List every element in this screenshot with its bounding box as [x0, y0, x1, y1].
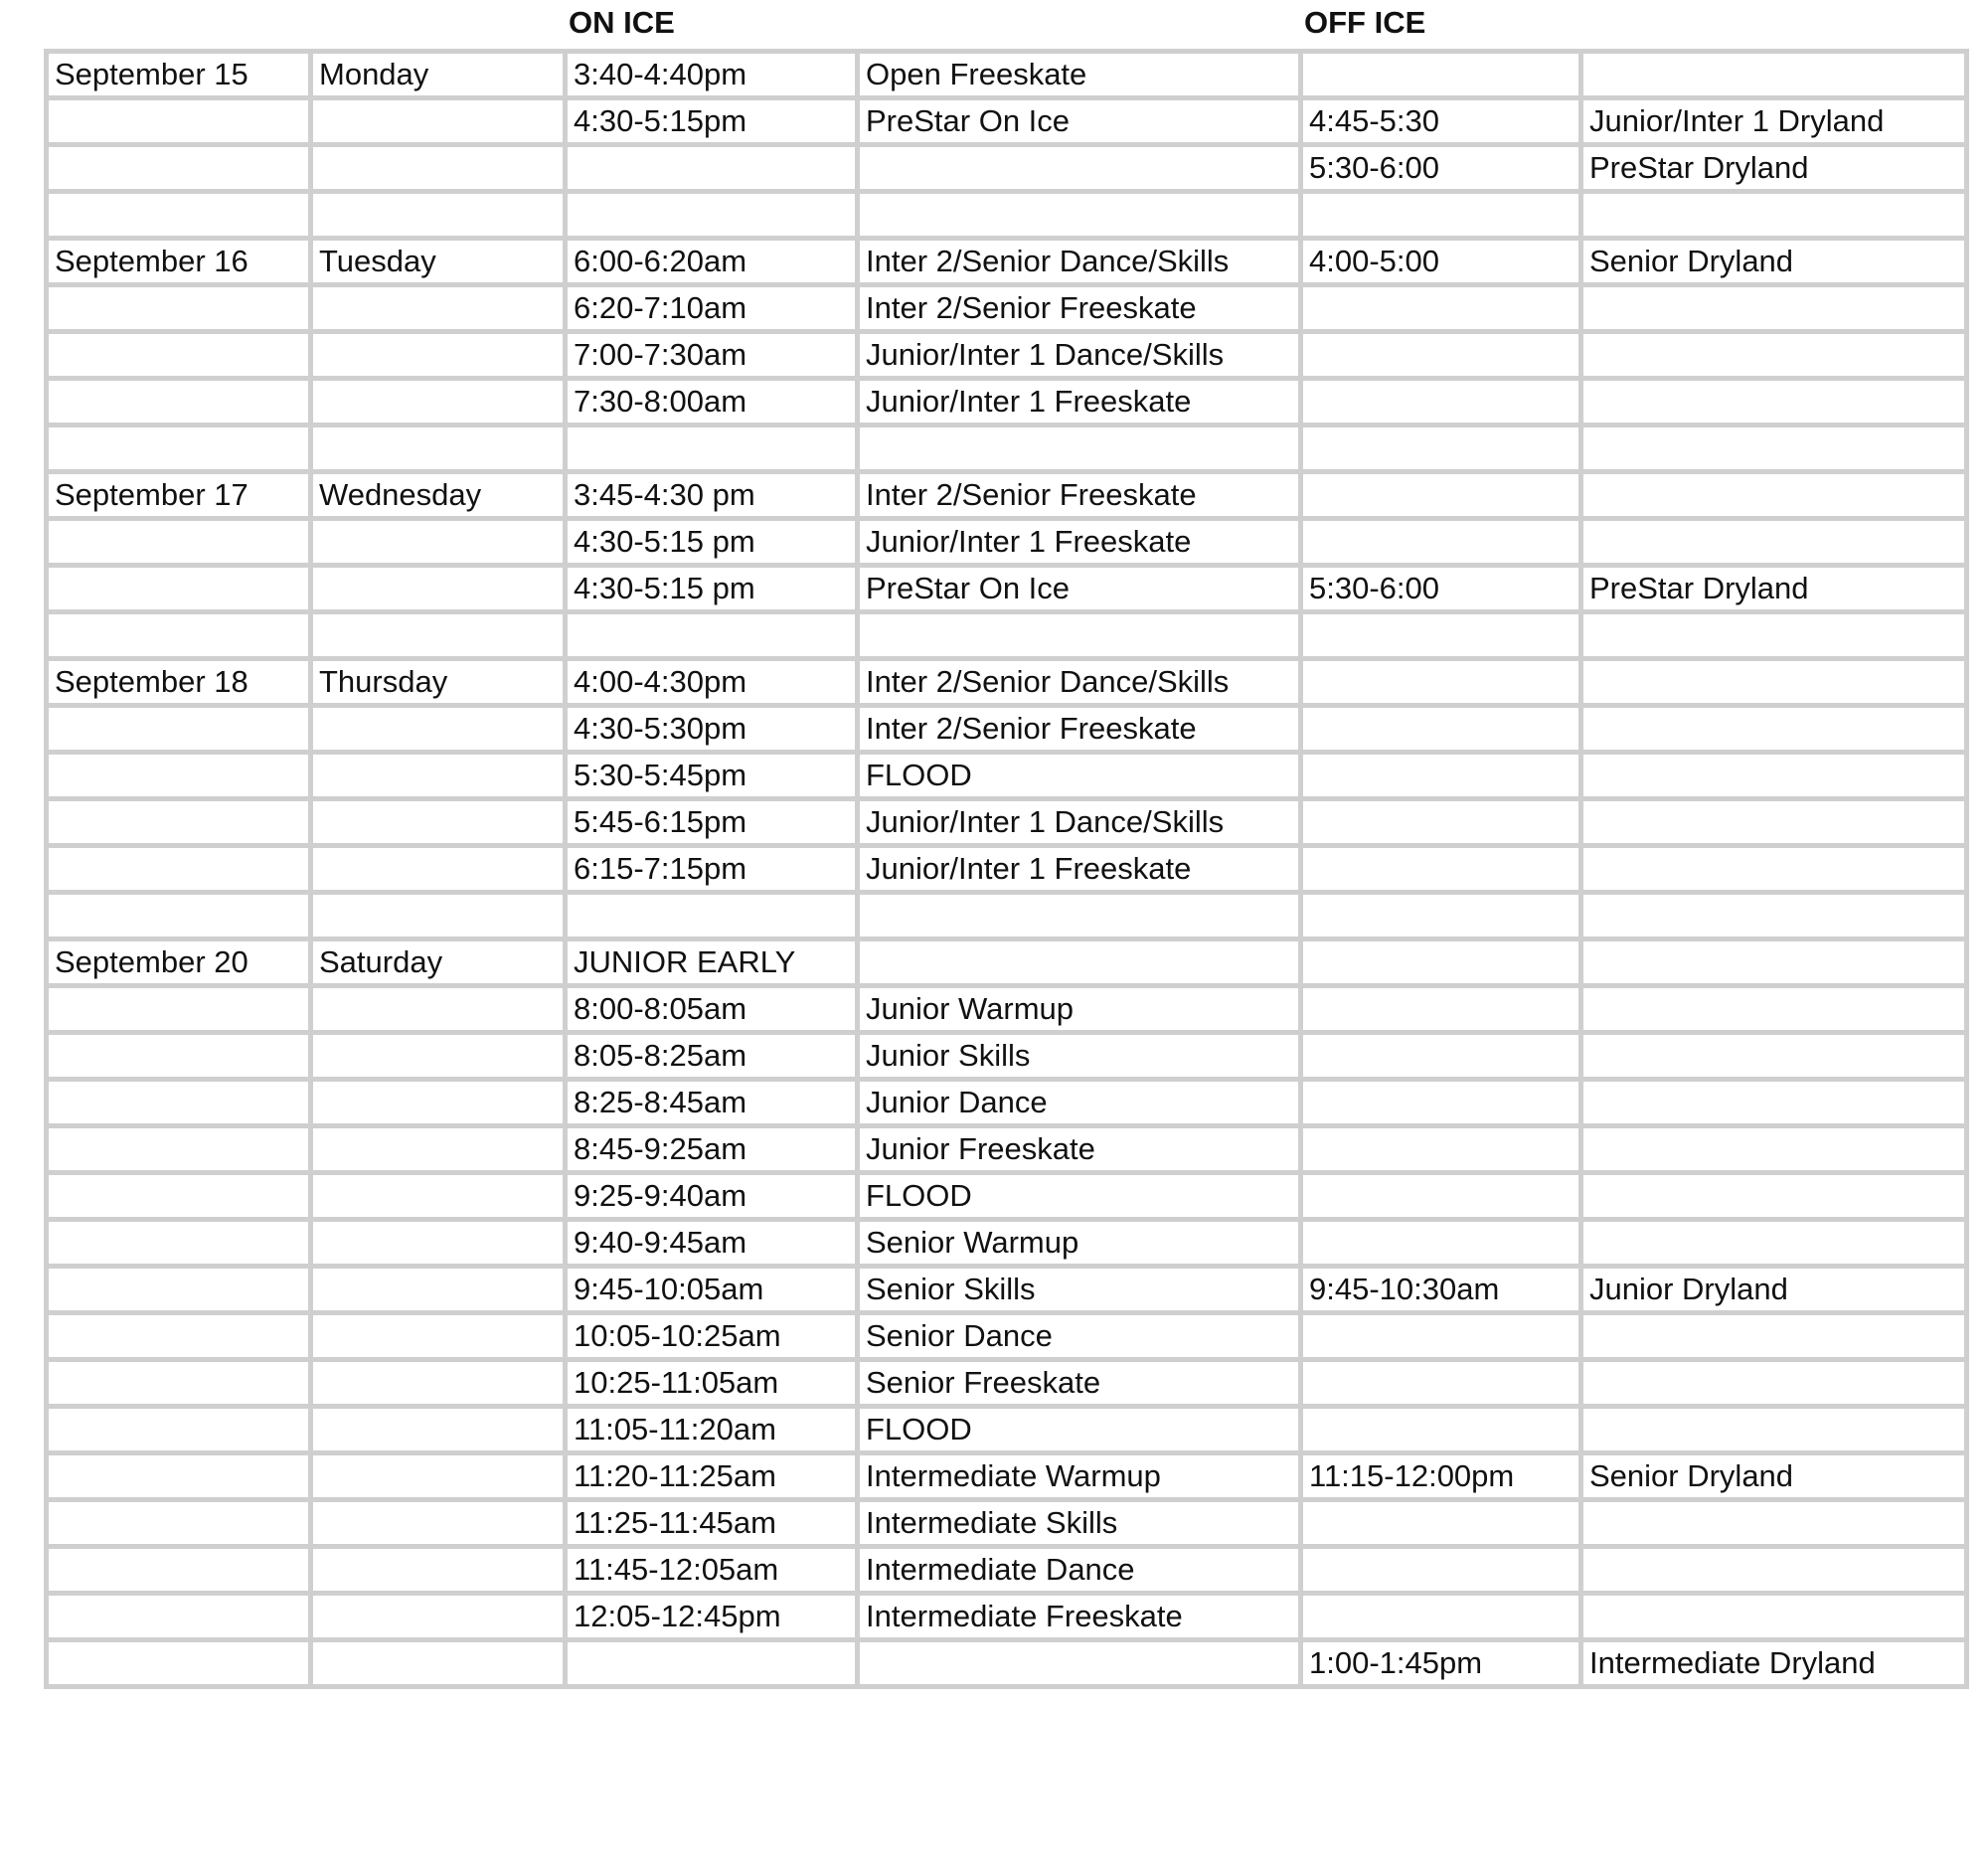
table-row	[47, 753, 1967, 799]
off-ice-time-cell	[1301, 1220, 1581, 1267]
table-row	[47, 1594, 1967, 1640]
date-cell	[47, 1594, 311, 1640]
off-ice-time-cell	[1301, 425, 1581, 472]
day-cell	[311, 1500, 566, 1547]
day-cell	[311, 332, 566, 379]
off-ice-time-cell	[1301, 192, 1581, 239]
off-ice-activity-cell	[1581, 1407, 1967, 1453]
on-ice-activity-cell: Junior/Inter 1 Freeskate	[858, 846, 1301, 893]
on-ice-time-cell: 10:05-10:25am	[566, 1313, 858, 1360]
table-row	[47, 1267, 1967, 1313]
on-ice-time-cell	[566, 893, 858, 939]
day-cell	[311, 145, 566, 192]
off-ice-time-cell	[1301, 986, 1581, 1033]
off-ice-activity-cell	[1581, 285, 1967, 332]
off-ice-time-cell	[1301, 753, 1581, 799]
table-row	[47, 1080, 1967, 1126]
off-ice-time-cell	[1301, 519, 1581, 566]
off-ice-activity-cell: Junior/Inter 1 Dryland	[1581, 98, 1967, 145]
date-cell	[47, 799, 311, 846]
date-cell: September 17	[47, 472, 311, 519]
on-ice-time-cell: 4:30-5:15 pm	[566, 519, 858, 566]
off-ice-time-cell	[1301, 1500, 1581, 1547]
off-ice-activity-cell	[1581, 986, 1967, 1033]
on-ice-time-cell: 7:30-8:00am	[566, 379, 858, 425]
on-ice-time-cell: 8:05-8:25am	[566, 1033, 858, 1080]
on-ice-activity-cell: Senior Skills	[858, 1267, 1301, 1313]
on-ice-activity-cell	[858, 1640, 1301, 1687]
on-ice-time-cell: 9:45-10:05am	[566, 1267, 858, 1313]
table-row	[47, 425, 1967, 472]
on-ice-activity-cell: Intermediate Skills	[858, 1500, 1301, 1547]
off-ice-activity-cell	[1581, 519, 1967, 566]
off-ice-header: OFF ICE	[1304, 5, 1426, 40]
on-ice-activity-cell	[858, 192, 1301, 239]
off-ice-time-cell	[1301, 1033, 1581, 1080]
day-cell: Monday	[311, 52, 566, 98]
day-cell	[311, 1220, 566, 1267]
table-row	[47, 332, 1967, 379]
off-ice-activity-cell	[1581, 659, 1967, 706]
off-ice-activity-cell: PreStar Dryland	[1581, 145, 1967, 192]
on-ice-activity-cell: Intermediate Warmup	[858, 1453, 1301, 1500]
table-row	[47, 379, 1967, 425]
off-ice-activity-cell: Senior Dryland	[1581, 239, 1967, 285]
off-ice-activity-cell	[1581, 1500, 1967, 1547]
table-row	[47, 1033, 1967, 1080]
date-cell	[47, 1220, 311, 1267]
table-row	[47, 519, 1967, 566]
on-ice-time-cell: 9:40-9:45am	[566, 1220, 858, 1267]
off-ice-activity-cell	[1581, 52, 1967, 98]
off-ice-activity-cell	[1581, 379, 1967, 425]
date-cell	[47, 1640, 311, 1687]
table-row	[47, 939, 1967, 986]
date-cell	[47, 379, 311, 425]
on-ice-time-cell: 6:15-7:15pm	[566, 846, 858, 893]
date-cell	[47, 986, 311, 1033]
table-row	[47, 52, 1967, 98]
table-row	[47, 1500, 1967, 1547]
day-cell: Tuesday	[311, 239, 566, 285]
day-cell: Thursday	[311, 659, 566, 706]
off-ice-time-cell	[1301, 285, 1581, 332]
table-row	[47, 192, 1967, 239]
off-ice-time-cell: 11:15-12:00pm	[1301, 1453, 1581, 1500]
off-ice-activity-cell	[1581, 1220, 1967, 1267]
on-ice-time-cell: 9:25-9:40am	[566, 1173, 858, 1220]
date-cell	[47, 1267, 311, 1313]
date-cell: September 18	[47, 659, 311, 706]
table-row	[47, 1220, 1967, 1267]
off-ice-activity-cell	[1581, 1594, 1967, 1640]
table-row	[47, 1640, 1967, 1687]
on-ice-activity-cell: Inter 2/Senior Dance/Skills	[858, 239, 1301, 285]
date-cell	[47, 1033, 311, 1080]
on-ice-activity-cell: FLOOD	[858, 1407, 1301, 1453]
table-row	[47, 566, 1967, 612]
on-ice-time-cell: 11:20-11:25am	[566, 1453, 858, 1500]
table-row	[47, 986, 1967, 1033]
on-ice-time-cell: 3:45-4:30 pm	[566, 472, 858, 519]
off-ice-activity-cell	[1581, 1360, 1967, 1407]
day-cell	[311, 1313, 566, 1360]
on-ice-time-cell	[566, 145, 858, 192]
day-cell	[311, 519, 566, 566]
day-cell	[311, 706, 566, 753]
off-ice-activity-cell	[1581, 799, 1967, 846]
off-ice-time-cell: 4:00-5:00	[1301, 239, 1581, 285]
on-ice-time-cell: 6:20-7:10am	[566, 285, 858, 332]
off-ice-activity-cell	[1581, 1313, 1967, 1360]
on-ice-activity-cell: Open Freeskate	[858, 52, 1301, 98]
off-ice-time-cell	[1301, 659, 1581, 706]
off-ice-time-cell	[1301, 379, 1581, 425]
date-cell	[47, 612, 311, 659]
table-row	[47, 285, 1967, 332]
table-row	[47, 659, 1967, 706]
date-cell	[47, 1313, 311, 1360]
table-row	[47, 1453, 1967, 1500]
on-ice-activity-cell: Intermediate Freeskate	[858, 1594, 1301, 1640]
off-ice-activity-cell	[1581, 472, 1967, 519]
off-ice-time-cell	[1301, 1173, 1581, 1220]
day-cell	[311, 425, 566, 472]
day-cell	[311, 1033, 566, 1080]
date-cell	[47, 753, 311, 799]
on-ice-time-cell	[566, 425, 858, 472]
table-row	[47, 1360, 1967, 1407]
on-ice-activity-cell: Junior Warmup	[858, 986, 1301, 1033]
on-ice-time-cell: 8:25-8:45am	[566, 1080, 858, 1126]
date-cell	[47, 1173, 311, 1220]
off-ice-time-cell: 4:45-5:30	[1301, 98, 1581, 145]
off-ice-time-cell	[1301, 1360, 1581, 1407]
day-cell	[311, 1267, 566, 1313]
day-cell	[311, 1407, 566, 1453]
date-cell	[47, 893, 311, 939]
on-ice-activity-cell	[858, 425, 1301, 472]
on-ice-activity-cell	[858, 145, 1301, 192]
off-ice-time-cell: 9:45-10:30am	[1301, 1267, 1581, 1313]
on-ice-activity-cell: Inter 2/Senior Freeskate	[858, 285, 1301, 332]
on-ice-activity-cell: Senior Freeskate	[858, 1360, 1301, 1407]
table-row	[47, 1173, 1967, 1220]
off-ice-time-cell	[1301, 1126, 1581, 1173]
date-cell	[47, 285, 311, 332]
date-cell	[47, 566, 311, 612]
on-ice-activity-cell: PreStar On Ice	[858, 98, 1301, 145]
on-ice-header: ON ICE	[569, 5, 675, 40]
day-cell	[311, 1640, 566, 1687]
off-ice-time-cell	[1301, 893, 1581, 939]
off-ice-time-cell	[1301, 799, 1581, 846]
off-ice-activity-cell	[1581, 753, 1967, 799]
on-ice-time-cell: JUNIOR EARLY	[566, 939, 858, 986]
table-row	[47, 846, 1967, 893]
on-ice-time-cell: 4:00-4:30pm	[566, 659, 858, 706]
table-row	[47, 472, 1967, 519]
on-ice-activity-cell: Junior/Inter 1 Freeskate	[858, 519, 1301, 566]
off-ice-time-cell: 1:00-1:45pm	[1301, 1640, 1581, 1687]
table-row	[47, 98, 1967, 145]
on-ice-activity-cell: PreStar On Ice	[858, 566, 1301, 612]
table-row	[47, 145, 1967, 192]
day-cell	[311, 986, 566, 1033]
schedule-table	[44, 49, 1969, 1689]
off-ice-activity-cell: PreStar Dryland	[1581, 566, 1967, 612]
off-ice-time-cell	[1301, 332, 1581, 379]
on-ice-time-cell	[566, 1640, 858, 1687]
date-cell	[47, 1407, 311, 1453]
off-ice-activity-cell	[1581, 1173, 1967, 1220]
off-ice-activity-cell	[1581, 939, 1967, 986]
date-cell	[47, 1500, 311, 1547]
on-ice-time-cell: 11:05-11:20am	[566, 1407, 858, 1453]
on-ice-time-cell: 3:40-4:40pm	[566, 52, 858, 98]
day-cell: Wednesday	[311, 472, 566, 519]
off-ice-activity-cell	[1581, 332, 1967, 379]
date-cell: September 16	[47, 239, 311, 285]
table-row	[47, 706, 1967, 753]
off-ice-activity-cell	[1581, 1033, 1967, 1080]
on-ice-activity-cell: Senior Warmup	[858, 1220, 1301, 1267]
day-cell	[311, 1126, 566, 1173]
date-cell	[47, 519, 311, 566]
table-row	[47, 1407, 1967, 1453]
on-ice-time-cell: 10:25-11:05am	[566, 1360, 858, 1407]
on-ice-time-cell: 6:00-6:20am	[566, 239, 858, 285]
off-ice-activity-cell: Junior Dryland	[1581, 1267, 1967, 1313]
day-cell	[311, 1173, 566, 1220]
day-cell	[311, 1360, 566, 1407]
day-cell	[311, 846, 566, 893]
on-ice-activity-cell: Inter 2/Senior Freeskate	[858, 472, 1301, 519]
off-ice-activity-cell	[1581, 192, 1967, 239]
day-cell	[311, 612, 566, 659]
table-row	[47, 893, 1967, 939]
date-cell	[47, 1080, 311, 1126]
on-ice-time-cell: 11:45-12:05am	[566, 1547, 858, 1594]
on-ice-activity-cell: Junior/Inter 1 Dance/Skills	[858, 332, 1301, 379]
table-row	[47, 799, 1967, 846]
date-cell	[47, 1126, 311, 1173]
on-ice-activity-cell: Inter 2/Senior Freeskate	[858, 706, 1301, 753]
day-cell	[311, 893, 566, 939]
date-cell	[47, 192, 311, 239]
on-ice-time-cell: 12:05-12:45pm	[566, 1594, 858, 1640]
off-ice-activity-cell	[1581, 893, 1967, 939]
day-cell	[311, 1594, 566, 1640]
on-ice-activity-cell: Senior Dance	[858, 1313, 1301, 1360]
on-ice-activity-cell: Junior Skills	[858, 1033, 1301, 1080]
on-ice-time-cell	[566, 612, 858, 659]
on-ice-activity-cell: FLOOD	[858, 1173, 1301, 1220]
date-cell	[47, 332, 311, 379]
off-ice-activity-cell	[1581, 706, 1967, 753]
off-ice-time-cell	[1301, 1080, 1581, 1126]
on-ice-time-cell: 5:30-5:45pm	[566, 753, 858, 799]
off-ice-time-cell	[1301, 1594, 1581, 1640]
on-ice-activity-cell: Junior/Inter 1 Dance/Skills	[858, 799, 1301, 846]
off-ice-activity-cell	[1581, 846, 1967, 893]
table-row	[47, 1126, 1967, 1173]
off-ice-time-cell	[1301, 846, 1581, 893]
day-cell	[311, 379, 566, 425]
off-ice-time-cell	[1301, 472, 1581, 519]
off-ice-time-cell	[1301, 939, 1581, 986]
on-ice-time-cell	[566, 192, 858, 239]
off-ice-activity-cell: Senior Dryland	[1581, 1453, 1967, 1500]
date-cell	[47, 706, 311, 753]
on-ice-time-cell: 4:30-5:15pm	[566, 98, 858, 145]
on-ice-time-cell: 7:00-7:30am	[566, 332, 858, 379]
off-ice-activity-cell	[1581, 425, 1967, 472]
off-ice-time-cell	[1301, 706, 1581, 753]
off-ice-time-cell	[1301, 1313, 1581, 1360]
on-ice-time-cell: 11:25-11:45am	[566, 1500, 858, 1547]
date-cell	[47, 1360, 311, 1407]
on-ice-activity-cell: Inter 2/Senior Dance/Skills	[858, 659, 1301, 706]
day-cell	[311, 753, 566, 799]
table-row	[47, 1547, 1967, 1594]
on-ice-activity-cell: FLOOD	[858, 753, 1301, 799]
on-ice-time-cell: 4:30-5:15 pm	[566, 566, 858, 612]
day-cell	[311, 285, 566, 332]
day-cell	[311, 1547, 566, 1594]
date-cell: September 15	[47, 52, 311, 98]
off-ice-time-cell	[1301, 52, 1581, 98]
on-ice-activity-cell	[858, 893, 1301, 939]
day-cell	[311, 1080, 566, 1126]
on-ice-time-cell: 8:45-9:25am	[566, 1126, 858, 1173]
day-cell: Saturday	[311, 939, 566, 986]
date-cell	[47, 145, 311, 192]
day-cell	[311, 799, 566, 846]
off-ice-time-cell	[1301, 1547, 1581, 1594]
on-ice-time-cell: 5:45-6:15pm	[566, 799, 858, 846]
column-group-headers	[0, 0, 1988, 48]
off-ice-activity-cell	[1581, 612, 1967, 659]
on-ice-activity-cell: Intermediate Dance	[858, 1547, 1301, 1594]
on-ice-activity-cell	[858, 939, 1301, 986]
schedule-body	[47, 52, 1967, 1687]
off-ice-time-cell	[1301, 612, 1581, 659]
on-ice-time-cell: 4:30-5:30pm	[566, 706, 858, 753]
off-ice-activity-cell	[1581, 1080, 1967, 1126]
date-cell: September 20	[47, 939, 311, 986]
off-ice-time-cell: 5:30-6:00	[1301, 566, 1581, 612]
off-ice-time-cell	[1301, 1407, 1581, 1453]
on-ice-activity-cell: Junior/Inter 1 Freeskate	[858, 379, 1301, 425]
on-ice-activity-cell: Junior Freeskate	[858, 1126, 1301, 1173]
off-ice-time-cell: 5:30-6:00	[1301, 145, 1581, 192]
off-ice-activity-cell	[1581, 1547, 1967, 1594]
table-row	[47, 1313, 1967, 1360]
date-cell	[47, 98, 311, 145]
day-cell	[311, 98, 566, 145]
on-ice-activity-cell: Junior Dance	[858, 1080, 1301, 1126]
day-cell	[311, 1453, 566, 1500]
day-cell	[311, 192, 566, 239]
date-cell	[47, 1547, 311, 1594]
off-ice-activity-cell: Intermediate Dryland	[1581, 1640, 1967, 1687]
table-row	[47, 612, 1967, 659]
date-cell	[47, 425, 311, 472]
off-ice-activity-cell	[1581, 1126, 1967, 1173]
date-cell	[47, 1453, 311, 1500]
date-cell	[47, 846, 311, 893]
table-row	[47, 239, 1967, 285]
on-ice-time-cell: 8:00-8:05am	[566, 986, 858, 1033]
day-cell	[311, 566, 566, 612]
on-ice-activity-cell	[858, 612, 1301, 659]
